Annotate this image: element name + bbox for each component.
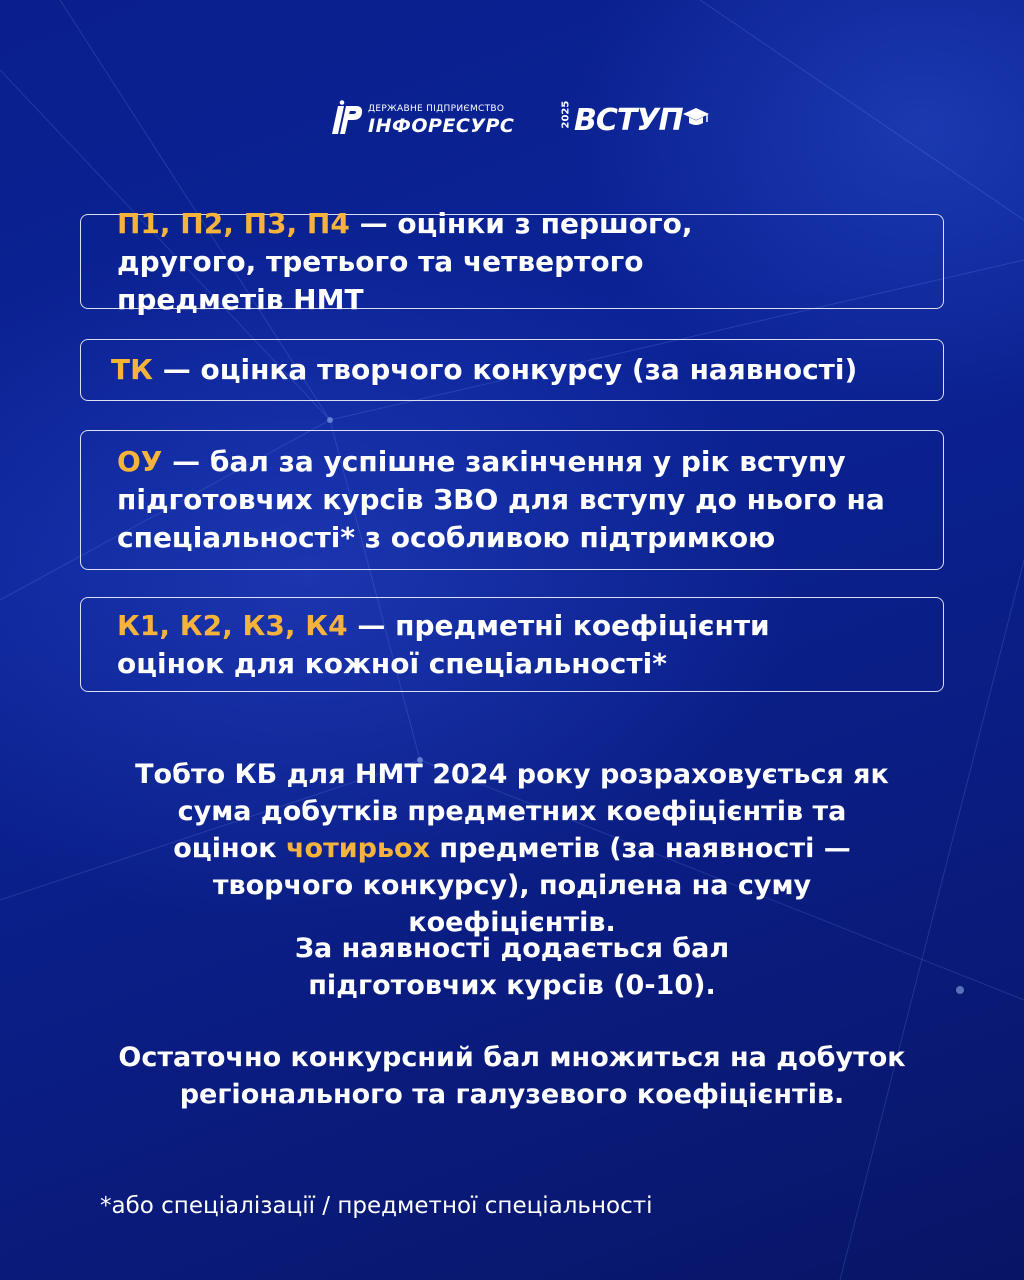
explanation-text-2: предметів (за наявності — творчого конкурсу), поділена на суму коефіцієнтів. bbox=[212, 833, 851, 938]
bonus-line-2: підготовчих курсів (0-10). bbox=[308, 970, 716, 1001]
inforesurs-logo bbox=[330, 98, 514, 142]
header-logos bbox=[0, 98, 1024, 142]
explanation-paragraph bbox=[0, 756, 1024, 941]
definition-card-k bbox=[80, 597, 944, 692]
definition-text: — бал за успішне закінчення у рік вступу підготовчих курсів ЗВО для вступу до нього на спеціальності* з особливою підтримкою bbox=[117, 445, 885, 554]
definition-text: — предметні коефіцієнти оцінок для кожної спеціальності* bbox=[117, 608, 770, 680]
definition-text: — оцінки з першого, другого, третього та четвертого предметів НМТ bbox=[117, 206, 693, 316]
definition-term: ОУ bbox=[117, 445, 163, 478]
vstup-year: 2025 bbox=[560, 100, 572, 128]
bonus-paragraph bbox=[0, 930, 1024, 1004]
definition-card-tk bbox=[80, 339, 944, 401]
definition-card-ou bbox=[80, 430, 944, 570]
definition-card-p bbox=[80, 206, 944, 316]
explanation-highlight: чотирьох bbox=[285, 833, 431, 864]
explanation-text-1: Тобто КБ для НМТ 2024 року розраховується як сума добутків предметних коефіцієнтів та оцінок bbox=[135, 759, 889, 864]
ip-logo-icon bbox=[330, 100, 364, 140]
inforesurs-subtitle: ДЕРЖАВНЕ ПІДПРИЄМСТВО bbox=[368, 103, 505, 114]
graduation-cap-icon bbox=[681, 102, 711, 132]
vstup-word: ВСТУП bbox=[574, 102, 683, 138]
definition-term: К1, К2, К3, К4 bbox=[117, 608, 348, 642]
definition-term: ТК bbox=[111, 353, 153, 386]
definition-text: — оцінка творчого конкурсу (за наявності) bbox=[153, 353, 858, 386]
vstup-logo bbox=[558, 98, 711, 142]
final-line-1: Остаточно конкурсний бал множиться на добуток bbox=[118, 1042, 906, 1073]
inforesurs-title: ІНФОРЕСУРС bbox=[368, 114, 515, 137]
final-paragraph bbox=[0, 1039, 1024, 1113]
bonus-line-1: За наявності додається бал bbox=[294, 933, 730, 964]
final-line-2: регіонального та галузевого коефіцієнтів. bbox=[179, 1079, 845, 1110]
footnote: *або спеціалізації / предметної спеціальності bbox=[100, 1193, 653, 1219]
definition-term: П1, П2, П3, П4 bbox=[117, 206, 350, 240]
